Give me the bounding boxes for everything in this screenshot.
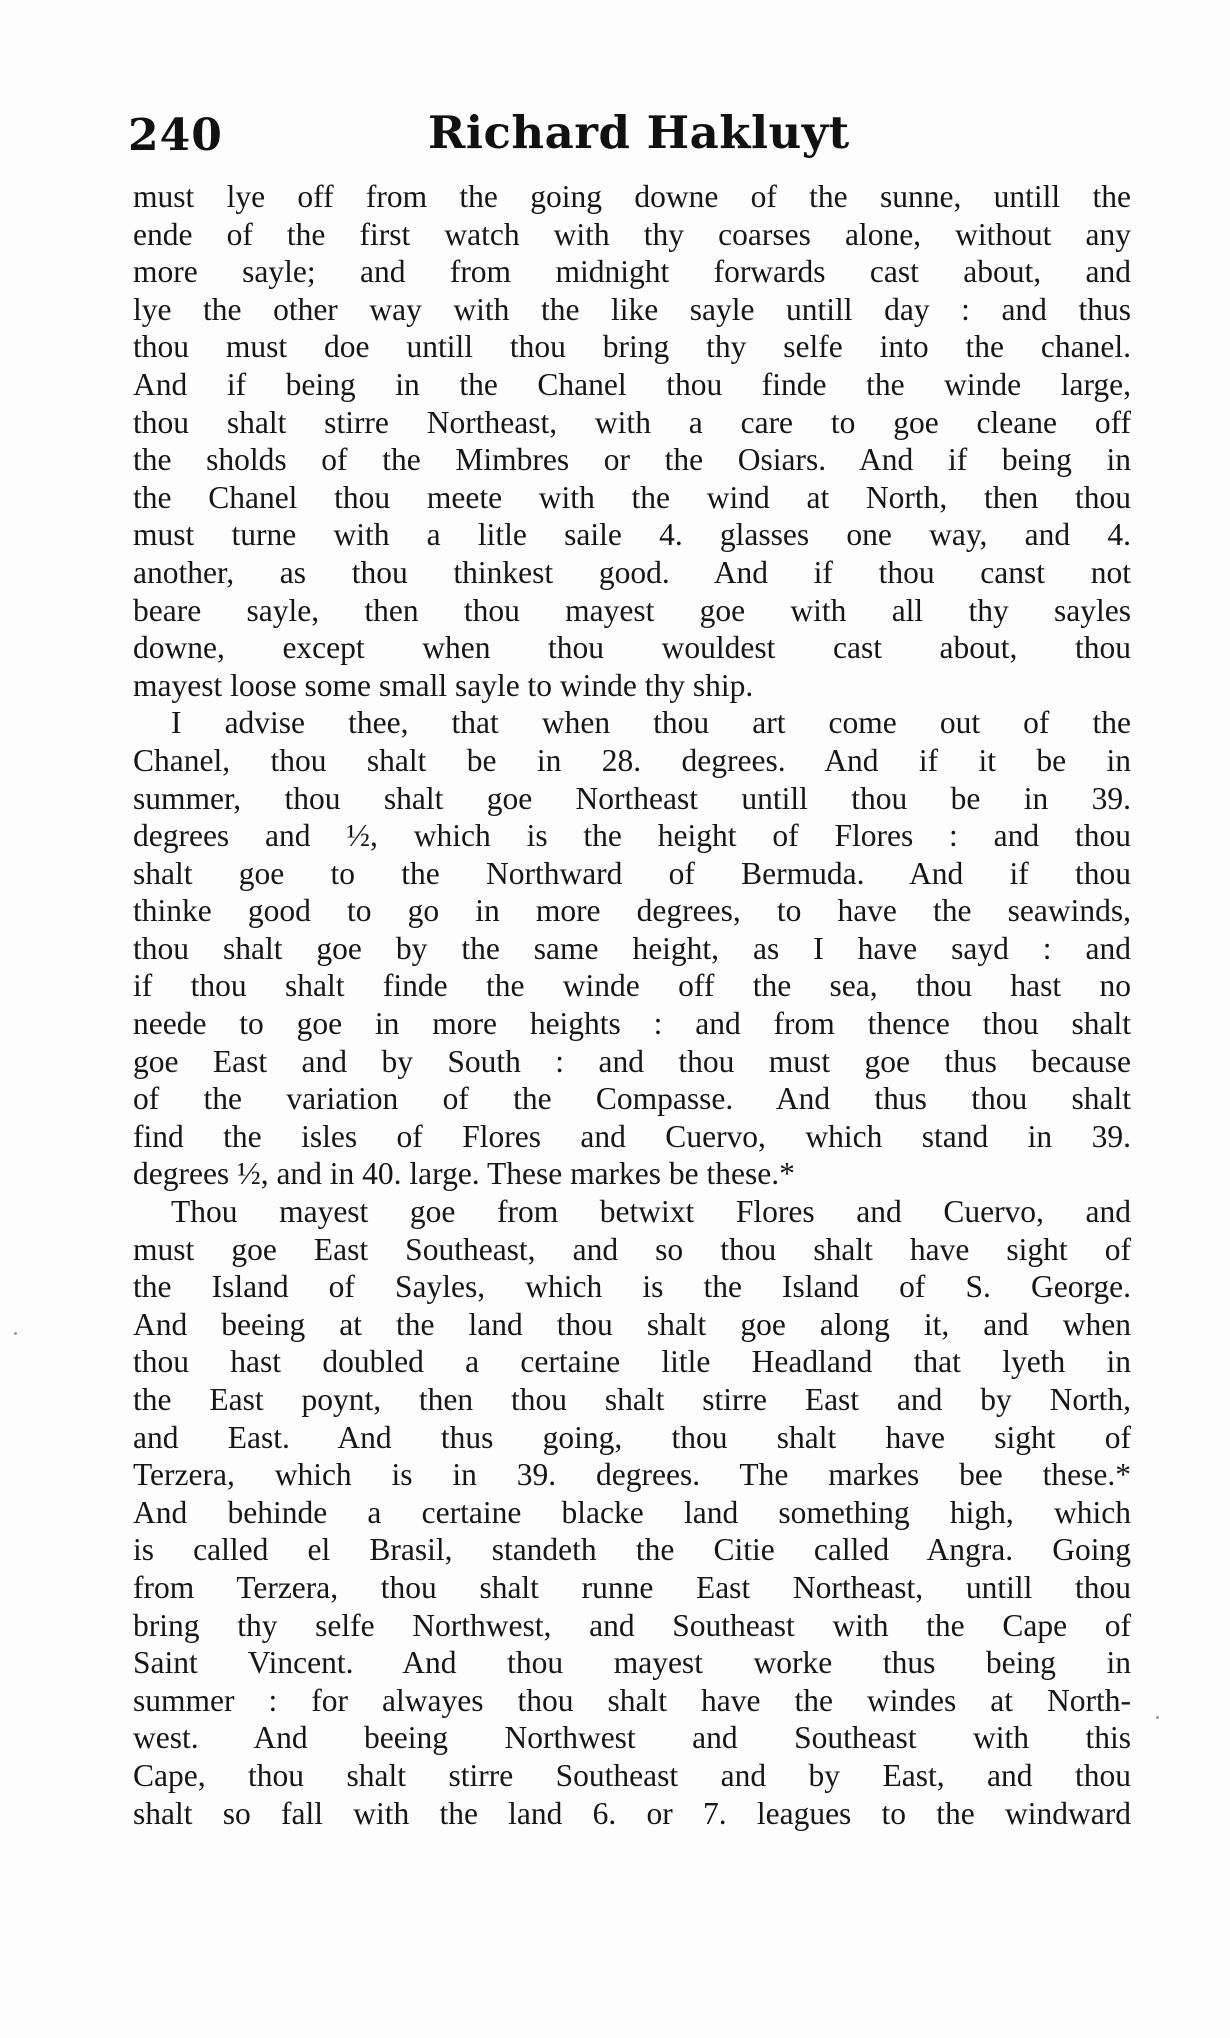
text-line: mayest loose some small sayle to winde thy ship. [133,667,754,703]
scan-speck [14,1332,17,1335]
text-line: lye the other way with the like sayle untill day : and thus [133,291,1131,327]
text-line: thou shalt stirre Northeast, with a care to goe cleane off [133,404,1131,440]
text-line: another, as thou thinkest good. And if thou canst not [133,554,1131,590]
text-line: degrees and ½, which is the height of Flores : and thou [133,818,1131,854]
text-line: ende of the first watch with thy coarses alone, without any [133,216,1131,252]
text-line: Thou mayest goe from betwixt Flores and Cuervo, and [171,1194,1131,1230]
text-line: the Chanel thou meete with the wind at North, then thou [133,479,1131,515]
text-line: And behinde a certaine blacke land something high, which [133,1494,1131,1530]
text-line: must lye off from the going downe of the sunne, untill the [133,179,1131,214]
text-line: And beeing at the land thou shalt goe along it, and when [133,1306,1131,1342]
text-line: bring thy selfe Northwest, and Southeast with the Cape of [133,1607,1131,1643]
text-line: must turne with a litle saile 4. glasses one way, and 4. [133,517,1131,553]
page-number: 240 [128,110,223,161]
text-line: thou shalt goe by the same height, as I have sayd : and [133,930,1131,966]
text-line: the Island of Sayles, which is the Island of S. George. [133,1269,1131,1305]
page-header [128,106,1134,180]
text-line: summer, thou shalt goe Northeast untill thou be in 39. [133,780,1131,816]
text-line: if thou shalt finde the winde off the sea, thou hast no [133,968,1131,1004]
text-line: shalt so fall with the land 6. or 7. leagues to the windward [133,1795,1131,1831]
text-line: degrees ½, and in 40. large. These markes be these.* [133,1156,795,1192]
text-line: Saint Vincent. And thou mayest worke thus being in [133,1645,1131,1681]
text-line: beare sayle, then thou mayest goe with all thy sayles [133,592,1131,628]
text-line: find the isles of Flores and Cuervo, which stand in 39. [133,1118,1131,1154]
text-line: and East. And thus going, thou shalt have sight of [133,1419,1131,1455]
scan-speck [1156,1716,1159,1719]
text-line: And if being in the Chanel thou finde the winde large, [133,366,1131,402]
text-line: shalt goe to the Northward of Bermuda. And if thou [133,855,1131,891]
paragraph [133,704,1131,1193]
text-line: the sholds of the Mimbres or the Osiars. And if being in [133,442,1131,478]
text-line: the East poynt, then thou shalt stirre East and by North, [133,1382,1131,1417]
text-line: Cape, thou shalt stirre Southeast and by East, and thou [133,1757,1131,1793]
text-line: neede to goe in more heights : and from thence thou shalt [133,1006,1131,1042]
paragraph [133,178,1131,704]
text-line: is called el Brasil, standeth the Citie called Angra. Going [133,1532,1131,1568]
text-line: thou hast doubled a certaine litle Headland that lyeth in [133,1344,1131,1380]
text-line: from Terzera, thou shalt runne East Northeast, untill thou [133,1569,1131,1605]
paragraph [133,1193,1131,1832]
text-line: downe, except when thou wouldest cast about, thou [133,630,1131,666]
text-line: thinke good to go in more degrees, to have the seawinds, [133,893,1131,929]
text-line: Terzera, which is in 39. degrees. The markes bee these.* [133,1457,1131,1493]
text-line: thou must doe untill thou bring thy selfe into the chanel. [133,329,1131,365]
text-line: goe East and by South : and thou must goe thus because [133,1043,1131,1079]
text-line: summer : for alwayes thou shalt have the windes at North- [133,1682,1131,1718]
running-head: Richard Hakluyt [428,106,850,159]
text-line: Chanel, thou shalt be in 28. degrees. And if it be in [133,742,1131,778]
body-text [133,178,1131,1832]
text-line: I advise thee, that when thou art come out of the [171,705,1131,741]
text-line: must goe East Southeast, and so thou shalt have sight of [133,1231,1131,1267]
text-line: of the variation of the Compasse. And thus thou shalt [133,1081,1131,1117]
text-line: west. And beeing Northwest and Southeast with this [133,1720,1131,1756]
text-line: more sayle; and from midnight forwards cast about, and [133,254,1131,290]
